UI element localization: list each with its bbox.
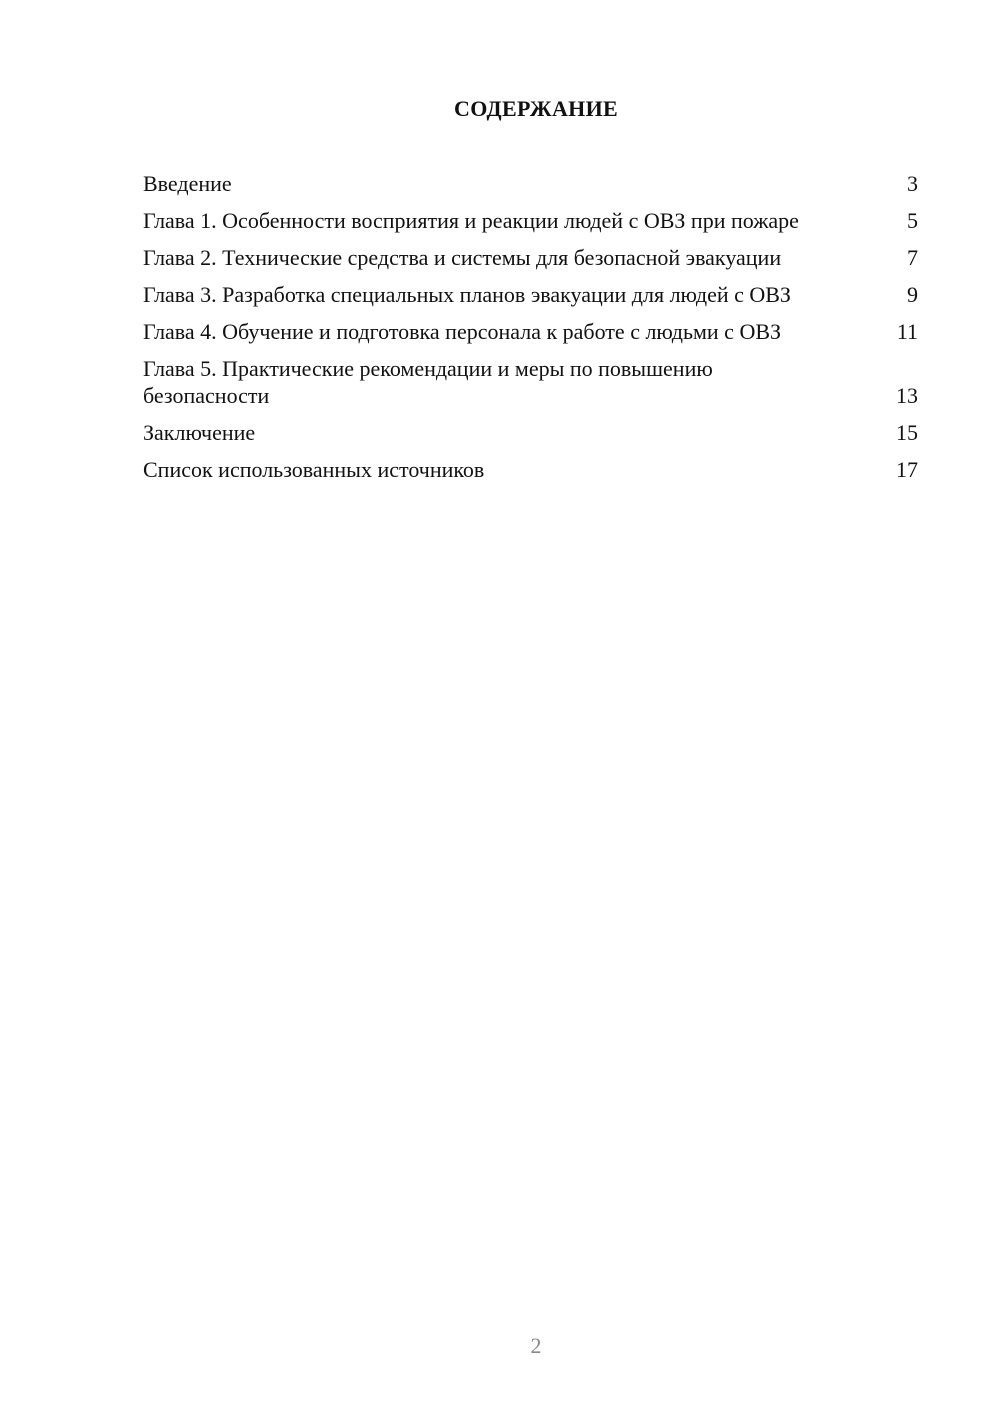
toc-entry-chapter-2[interactable] xyxy=(143,244,918,271)
toc-entry-page: 15 xyxy=(896,420,918,445)
toc-entry-page: 3 xyxy=(907,171,918,196)
toc-entry-page: 13 xyxy=(896,383,918,408)
toc-entry-chapter-3[interactable] xyxy=(143,281,918,308)
toc-entry-title: Введение xyxy=(143,171,232,196)
table-of-contents xyxy=(143,170,918,493)
toc-entry-title: Глава 2. Технические средства и системы для безопасной эвакуации xyxy=(143,245,782,270)
toc-entry-conclusion[interactable] xyxy=(143,419,918,446)
toc-entry-page: 9 xyxy=(907,282,918,307)
page-number: 2 xyxy=(530,1333,542,1358)
toc-entry-title: Глава 3. Разработка специальных планов эвакуации для людей с ОВЗ xyxy=(143,282,791,307)
toc-entry-chapter-1[interactable] xyxy=(143,207,918,234)
toc-entry-page: 5 xyxy=(907,208,918,233)
toc-entry-page: 11 xyxy=(896,319,918,344)
page-title: СОДЕРЖАНИЕ xyxy=(454,96,618,121)
toc-entry-chapter-5[interactable] xyxy=(143,355,918,409)
toc-entry-title: Глава 5. Практические рекомендации и меры по повышению безопасности xyxy=(143,356,713,408)
toc-entry-chapter-4[interactable] xyxy=(143,318,918,345)
toc-entry-title: Глава 4. Обучение и подготовка персонала к работе с людьми с ОВЗ xyxy=(143,319,782,344)
toc-entry-references[interactable] xyxy=(143,456,918,483)
toc-entry-title: Заключение xyxy=(143,420,256,445)
toc-entry-page: 17 xyxy=(896,457,918,482)
toc-entry-introduction[interactable] xyxy=(143,170,918,197)
toc-entry-title: Глава 1. Особенности восприятия и реакции людей с ОВЗ при пожаре xyxy=(143,208,799,233)
toc-entry-title: Список использованных источников xyxy=(143,457,485,482)
toc-entry-page: 7 xyxy=(907,245,918,270)
